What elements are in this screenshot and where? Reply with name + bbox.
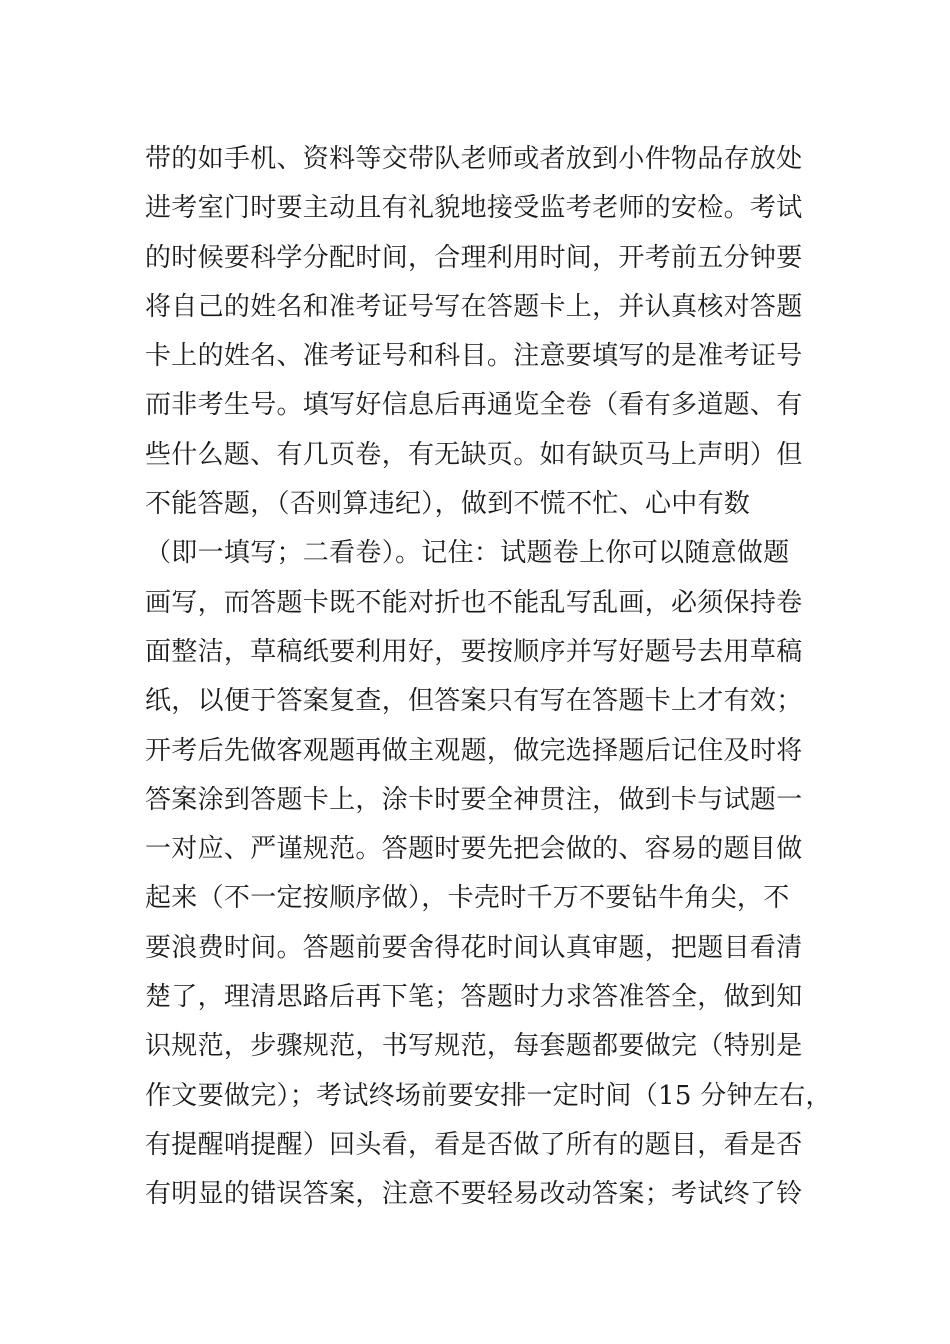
text-line: 画写，而答题卡既不能对折也不能乱写乱画，必须保持卷 [145,587,803,618]
text-line: 起来（不一定按顺序做），卡壳时千万不要钻牛角尖，不 [145,883,790,914]
text-line: 楚了，理清思路后再下笔；答题时力求答准答全，做到知 [145,982,803,1013]
text-line: 进考室门时要主动且有礼貌地接受监考老师的安检。考试 [145,193,803,224]
text-line: 带的如手机、资料等交带队老师或者放到小件物品存放处 [145,144,803,174]
text-line: 有明显的错误答案，注意不要轻易改动答案；考试终了铃 [145,1179,803,1210]
text-line: 面整洁，草稿纸要利用好，要按顺序并写好题号去用草稿 [145,636,803,667]
text-line: 些什么题、有几页卷，有无缺页。如有缺页马上声明）但 [145,439,803,470]
text-line: 而非考生号。填写好信息后再通览全卷（看有多道题、有 [145,390,803,421]
text-line: 有提醒哨提醒）回头看，看是否做了所有的题目，看是否 [145,1129,803,1160]
body-text [145,135,832,1220]
text-line: 一对应、严谨规范。答题时要先把会做的、容易的题目做 [145,834,803,865]
text-line: 要浪费时间。答题前要舍得花时间认真审题，把题目看清 [145,932,803,963]
text-line: 开考后先做客观题再做主观题，做完选择题后记住及时将 [145,735,803,766]
text-line: 答案涂到答题卡上，涂卡时要全神贯注，做到卡与试题一 [145,784,803,815]
text-line: 不能答题，（否则算违纪），做到不慌不忙、心中有数 [145,489,751,520]
text-line: 的时候要科学分配时间，合理利用时间，开考前五分钟要 [145,242,803,273]
text-line: 纸，以便于答案复查，但答案只有写在答题卡上才有效； [145,686,803,717]
text-line: 将自己的姓名和准考证号写在答题卡上，并认真核对答题 [145,291,803,322]
text-line: 识规范，步骤规范，书写规范，每套题都要做完（特别是 [145,1031,803,1062]
text-line: 卡上的姓名、准考证号和科目。注意要填写的是准考证号 [145,341,803,372]
text-line: （即一填写；二看卷）。记住：试题卷上你可以随意做题 [145,538,790,569]
text-line: 作文要做完）；考试终场前要安排一定时间（15 分钟左右， [145,1080,832,1111]
